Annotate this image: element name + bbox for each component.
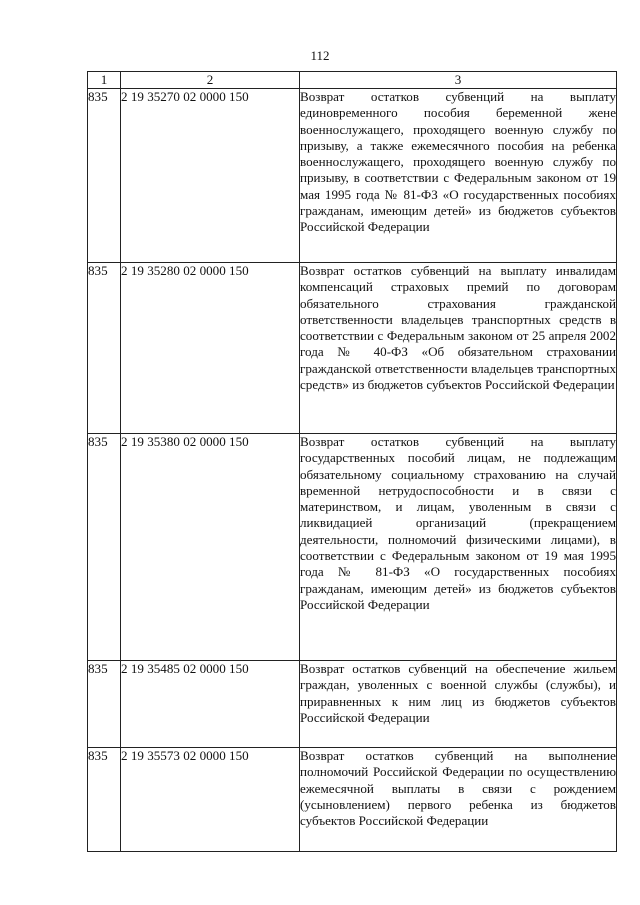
table-row bbox=[88, 263, 617, 434]
kbk-code-cell: 2 19 35573 02 0000 150 bbox=[121, 748, 300, 852]
admin-code-cell: 835 bbox=[88, 748, 121, 852]
kbk-code-cell: 2 19 35270 02 0000 150 bbox=[121, 89, 300, 263]
admin-code-cell: 835 bbox=[88, 263, 121, 434]
budget-classification-table bbox=[87, 71, 617, 852]
description-cell: Возврат остатков субвенций на обеспечение жильем граждан, уволенных с военной службы (службы), и приравненных к ним лиц из бюджетов субъектов Российской Федерации bbox=[300, 661, 617, 748]
description-cell: Возврат остатков субвенций на выплату государственных пособий лицам, не подлежащим обязательному социальному страхованию на случай временной нетрудоспособности и в связи с материнством, и лицам, уволенным в связи с ликвидацией организаций (прекращением деятельности, полномочий физическими лицами), в соответствии с Федеральным законом от 19 мая 1995 года № 81-ФЗ «О государственных пособиях гражданам, имеющим детей» из бюджетов субъектов Российской Федерации bbox=[300, 434, 617, 661]
description-cell: Возврат остатков субвенций на выплату инвалидам компенсаций страховых премий по договорам обязательного страхования гражданской ответственности владельцев транспортных средств в соответствии с Федеральным законом от 25 апреля 2002 года № 40-ФЗ «Об обязательном страховании гражданской ответственности владельцев транспортных средств» из бюджетов субъектов Российской Федерации bbox=[300, 263, 617, 434]
column-header-2: 2 bbox=[121, 72, 300, 89]
description-cell: Возврат остатков субвенций на выполнение полномочий Российской Федерации по осуществлению ежемесячной выплаты в связи с рождением (усыновлением) первого ребенка из бюджетов субъектов Российской Федерации bbox=[300, 748, 617, 852]
admin-code-cell: 835 bbox=[88, 661, 121, 748]
table-row bbox=[88, 434, 617, 661]
kbk-code-cell: 2 19 35485 02 0000 150 bbox=[121, 661, 300, 748]
table-header-row bbox=[88, 72, 617, 89]
column-header-1: 1 bbox=[88, 72, 121, 89]
kbk-code-cell: 2 19 35380 02 0000 150 bbox=[121, 434, 300, 661]
table-row bbox=[88, 661, 617, 748]
kbk-code-cell: 2 19 35280 02 0000 150 bbox=[121, 263, 300, 434]
column-header-3: 3 bbox=[300, 72, 617, 89]
table-row bbox=[88, 89, 617, 263]
admin-code-cell: 835 bbox=[88, 434, 121, 661]
admin-code-cell: 835 bbox=[88, 89, 121, 263]
table-row bbox=[88, 748, 617, 852]
page-number: 112 bbox=[310, 48, 330, 63]
description-cell: Возврат остатков субвенций на выплату единовременного пособия беременной жене военнослужащего, проходящего военную службу по призыву, а также ежемесячного пособия на ребенка военнослужащего, проходящего военную службу по призыву, в соответствии с Федеральным законом от 19 мая 1995 года № 81-ФЗ «О государственных пособиях гражданам, имеющим детей» из бюджетов субъектов Российской Федерации bbox=[300, 89, 617, 263]
